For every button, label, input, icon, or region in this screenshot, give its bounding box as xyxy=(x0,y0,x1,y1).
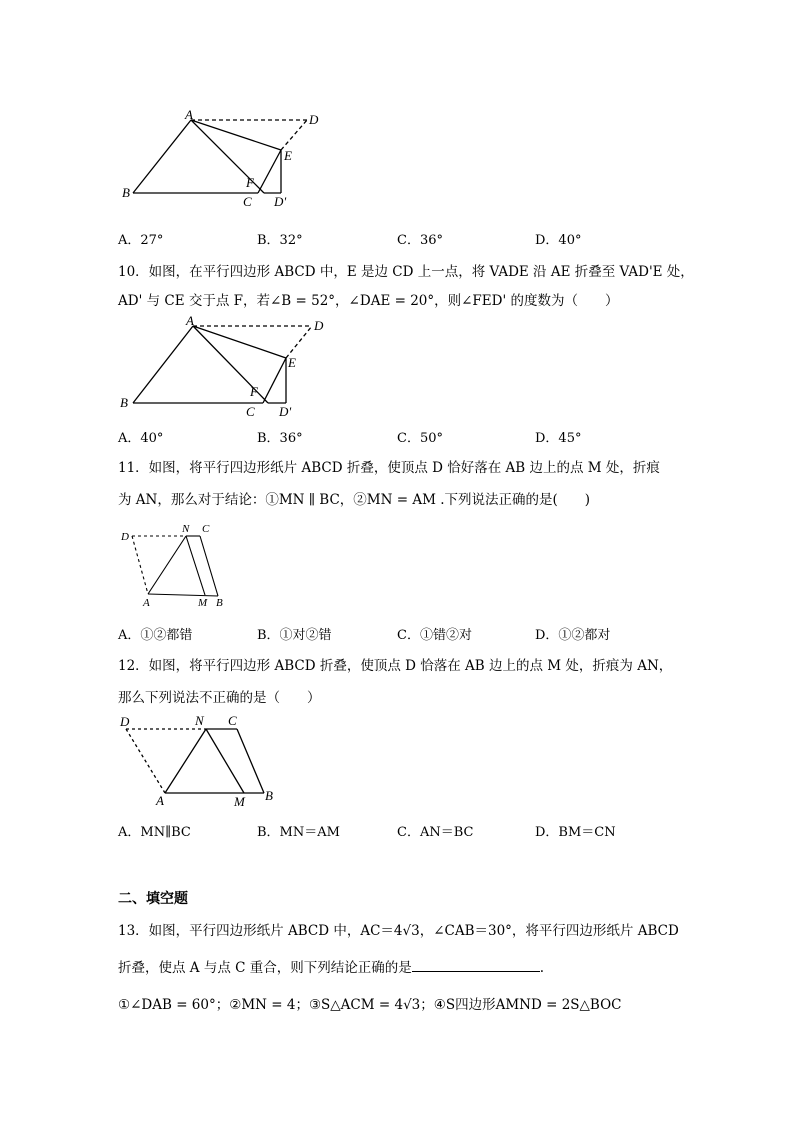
label-C: C xyxy=(246,404,255,419)
label-C: C xyxy=(202,523,210,535)
label-A: A xyxy=(156,793,164,808)
label-N: N xyxy=(195,713,204,728)
q11-option-a[interactable]: A．①②都错 xyxy=(118,628,193,643)
q11-text-line1: 11．如图，将平行四边形纸片 ABCD 折叠，使顶点 D 恰好落在 AB 边上的点 M 处，折痕 xyxy=(118,460,660,476)
label-B: B xyxy=(216,597,223,609)
q10-option-c[interactable]: C．50° xyxy=(397,431,443,446)
q12-text-line2: 那么下列说法不正确的是（ ） xyxy=(118,690,321,706)
label-D: D xyxy=(120,714,130,729)
label-A: A xyxy=(143,597,150,609)
q10-option-a[interactable]: A．40° xyxy=(118,431,164,446)
label-D-prime: D' xyxy=(279,404,292,419)
label-B: B xyxy=(120,395,128,410)
q13-answer-blank[interactable] xyxy=(412,960,540,972)
q12-option-d[interactable]: D．BM＝CN xyxy=(535,825,616,840)
q13-text-line2-suffix: . xyxy=(539,960,545,976)
q13-text-line2-prefix: 折叠，使点 A 与点 C 重合，则下列结论正确的是 xyxy=(118,960,412,976)
label-B: B xyxy=(265,788,273,803)
label-M: M xyxy=(198,597,208,609)
q12-text-line1: 12．如图，将平行四边形 ABCD 折叠，使顶点 D 恰落在 AB 边上的点 M 处，折痕为 AN， xyxy=(118,658,673,674)
q12-option-b[interactable]: B．MN＝AM xyxy=(257,825,340,840)
label-A: A xyxy=(185,107,193,122)
q11-text-line2: 为 AN，那么对于结论：①MN ∥ BC，②MN = AM .下列说法正确的是( ) xyxy=(118,492,591,508)
q9-option-a[interactable]: A．27° xyxy=(118,233,164,248)
label-A: A xyxy=(186,313,194,328)
q13-text-line1: 13．如图，平行四边形纸片 ABCD 中，AC＝4√3，∠CAB＝30°，将平行四边形纸片 ABCD xyxy=(118,923,679,939)
label-D: D xyxy=(121,531,129,543)
q12-option-a[interactable]: A．MN∥BC xyxy=(118,825,191,840)
q12-option-c[interactable]: C．AN＝BC xyxy=(397,825,474,840)
label-N: N xyxy=(182,523,190,535)
label-D: D xyxy=(314,318,324,333)
section-title-fill-blank: 二、填空题 xyxy=(118,891,188,907)
q13-text-line2 xyxy=(118,956,544,976)
q13-conclusions: ①∠DAB = 60°；②MN = 4；③S△ACM = 4√3；④S四边形AMND = 2S△BOC xyxy=(118,997,622,1013)
label-E: E xyxy=(284,148,292,163)
label-D-prime: D' xyxy=(274,194,287,209)
q10-option-b[interactable]: B．36° xyxy=(257,431,303,446)
q11-option-c[interactable]: C．①错②对 xyxy=(397,628,472,643)
label-E: E xyxy=(288,355,296,370)
q11-option-b[interactable]: B．①对②错 xyxy=(257,628,332,643)
q9-option-b[interactable]: B．32° xyxy=(257,233,303,248)
label-C: C xyxy=(228,713,237,728)
label-M: M xyxy=(234,794,245,809)
label-F: F xyxy=(246,175,254,190)
q10-option-d[interactable]: D．45° xyxy=(535,431,582,446)
label-B: B xyxy=(122,185,130,200)
q9-option-d[interactable]: D．40° xyxy=(535,233,582,248)
label-C: C xyxy=(243,194,252,209)
q10-text-line2: AD' 与 CE 交于点 F，若∠B = 52°，∠DAE = 20°，则∠FED' 的度数为（ ） xyxy=(118,293,619,309)
label-D: D xyxy=(309,112,319,127)
q10-text-line1: 10．如图，在平行四边形 ABCD 中，E 是边 CD 上一点，将 VADE 沿 AE 折叠至 VAD'E 处， xyxy=(118,264,694,280)
q9-option-c[interactable]: C．36° xyxy=(397,233,443,248)
q11-option-d[interactable]: D．①②都对 xyxy=(535,628,611,643)
label-F: F xyxy=(250,384,258,399)
